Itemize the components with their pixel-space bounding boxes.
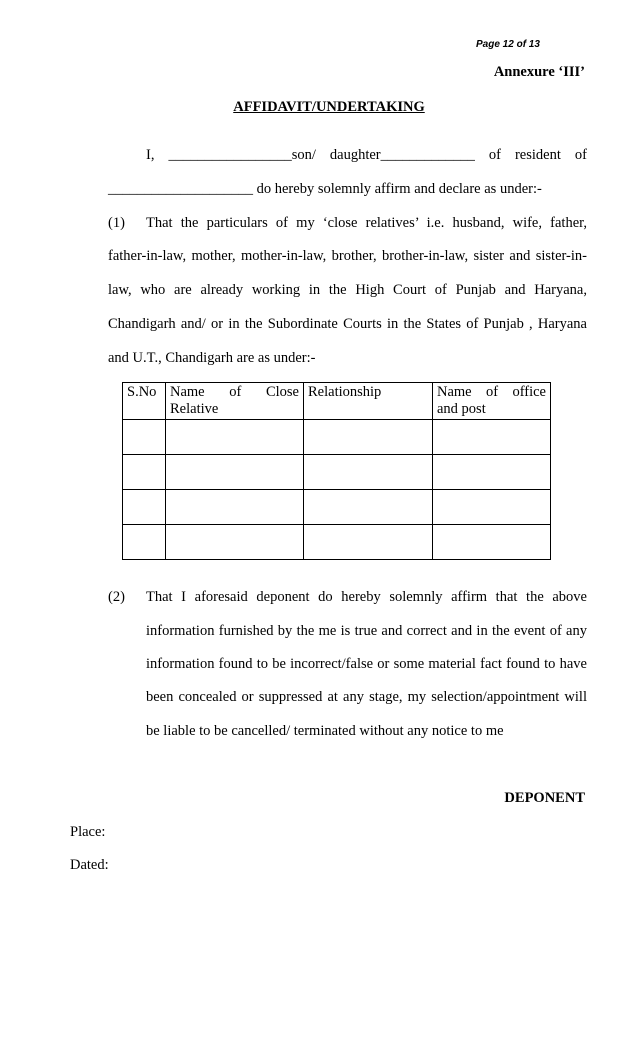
table-cell[interactable]	[166, 490, 304, 525]
intro-line-2: ____________________ do hereby solemnly affirm and declare as under:-	[108, 181, 542, 197]
intro-word: I,	[146, 147, 155, 163]
table-cell[interactable]	[304, 490, 433, 525]
table-cell[interactable]	[433, 525, 551, 560]
table-cell[interactable]	[433, 455, 551, 490]
para1-number: (1)	[108, 215, 125, 231]
table-cell[interactable]	[304, 420, 433, 455]
column-header-sno: S.No	[123, 383, 166, 420]
table-cell[interactable]	[304, 455, 433, 490]
para1-line: father-in-law, mother, mother-in-law, brother, brother-in-law, sister and sister-in-	[108, 248, 587, 264]
deponent-label: DEPONENT	[504, 790, 585, 806]
parent-blank: daughter_____________	[329, 147, 475, 163]
table-cell[interactable]	[123, 490, 166, 525]
table-row	[123, 525, 551, 560]
table-cell[interactable]	[166, 420, 304, 455]
table-cell[interactable]	[123, 525, 166, 560]
para2-line: been concealed or suppressed at any stage, my selection/appointment will	[146, 689, 587, 705]
annexure-label: Annexure ‘III’	[493, 64, 585, 80]
table-cell[interactable]	[123, 420, 166, 455]
intro-word: of	[488, 147, 501, 163]
para1-line: and U.T., Chandigarh are as under:-	[108, 350, 316, 366]
para1-line: That the particulars of my ‘close relatives’ i.e. husband, wife, father,	[146, 215, 587, 231]
page-number: Page 12 of 13	[476, 39, 540, 50]
column-header-relationship: Relationship	[304, 383, 433, 420]
table-header-row	[123, 383, 551, 420]
intro-line-1	[146, 147, 587, 164]
para2-line: be liable to be cancelled/ terminated without any notice to me	[146, 723, 504, 739]
para2-number: (2)	[108, 589, 125, 605]
table-row	[123, 420, 551, 455]
para1-line: Chandigarh and/ or in the Subordinate Courts in the States of Punjab , Haryana	[108, 316, 587, 332]
intro-word: of	[574, 147, 587, 163]
intro-word: resident	[514, 147, 561, 163]
table-cell[interactable]	[166, 455, 304, 490]
table-cell[interactable]	[123, 455, 166, 490]
table-row	[123, 490, 551, 525]
column-header-office: Name of office and post	[433, 383, 551, 420]
table-row	[123, 455, 551, 490]
para2-line: information found to be incorrect/false or some material fact found to have	[146, 656, 587, 672]
table-cell[interactable]	[433, 490, 551, 525]
place-label: Place:	[70, 824, 106, 840]
para2-line: information furnished by the me is true and correct and in the event of any	[146, 623, 587, 639]
table-cell[interactable]	[304, 525, 433, 560]
column-header-name: Name of Close Relative	[166, 383, 304, 420]
close-relatives-table	[122, 382, 551, 560]
document-title: AFFIDAVIT/UNDERTAKING	[233, 99, 425, 115]
dated-label: Dated:	[70, 857, 109, 873]
name-blank: _________________son/	[168, 147, 316, 163]
table-cell[interactable]	[166, 525, 304, 560]
para1-line: law, who are already working in the High Court of Punjab and Haryana,	[108, 282, 587, 298]
para2-line: That I aforesaid deponent do hereby solemnly affirm that the above	[146, 589, 587, 605]
table-cell[interactable]	[433, 420, 551, 455]
